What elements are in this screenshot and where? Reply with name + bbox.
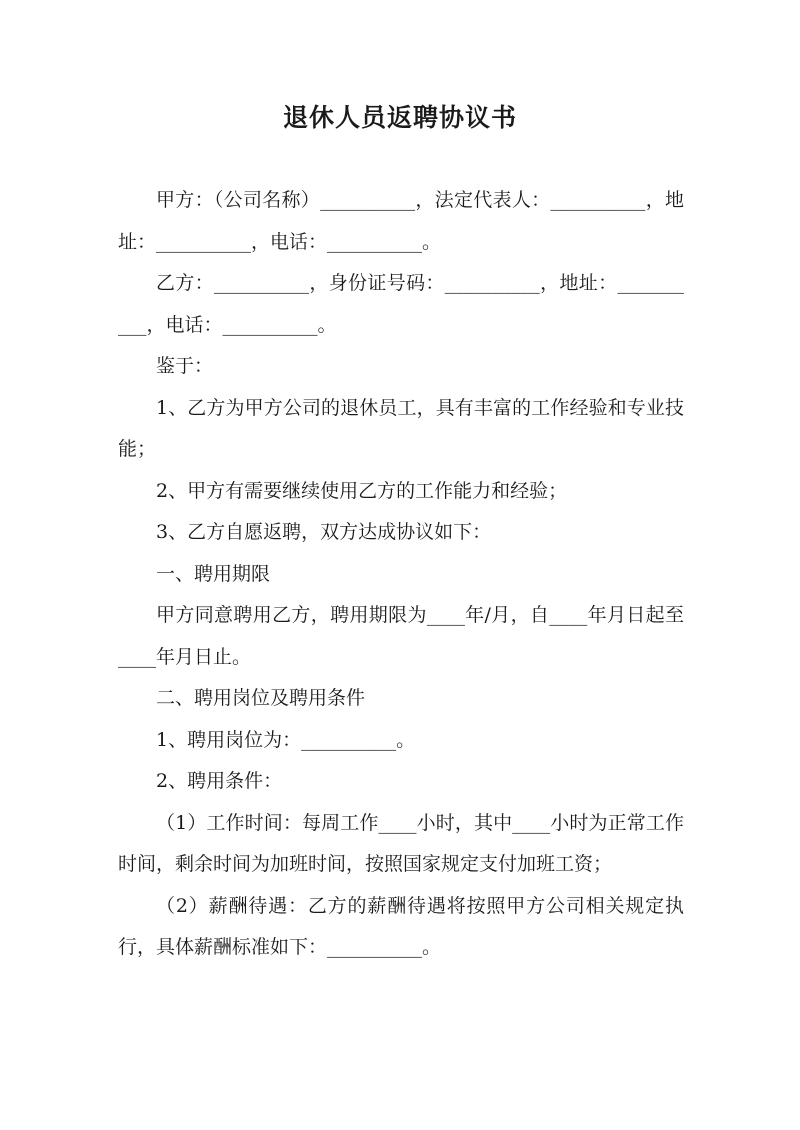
- section-heading-term: 一、聘用期限: [156, 562, 271, 585]
- term-paragraph: 甲方同意聘用乙方，聘用期限为____年/月，自____年月日起至____年月日止。: [118, 604, 684, 668]
- whereas-item-3: 3、乙方自愿返聘，双方达成协议如下：: [156, 521, 492, 543]
- document-title: 退休人员返聘协议书: [282, 103, 517, 132]
- salary-paragraph: （2）薪酬待遇：乙方的薪酬待遇将按照甲方公司相关规定执行，具体薪酬标准如下：__________。: [118, 894, 684, 958]
- whereas-item-2: 2、甲方有需要继续使用乙方的工作能力和经验；: [156, 479, 568, 502]
- document-body: [118, 180, 684, 969]
- working-hours-paragraph: （1）工作时间：每周工作____小时，其中____小时为正常工作时间，剩余时间为加班时间，按照国家规定支付加班工资；: [118, 811, 684, 875]
- party-b-paragraph: 乙方：__________，身份证号码：__________，地址：__________，电话：__________。: [118, 272, 684, 336]
- party-a-paragraph: 甲方：（公司名称）__________，法定代表人：__________，地址：__________，电话：__________。: [118, 189, 684, 253]
- position-item-1: 1、聘用岗位为：__________。: [156, 728, 416, 751]
- section-heading-position: 二、聘用岗位及聘用条件: [156, 687, 366, 709]
- whereas-item-1: 1、乙方为甲方公司的退休员工，具有丰富的工作经验和专业技能；: [118, 396, 684, 460]
- position-item-2: 2、聘用条件：: [156, 770, 283, 792]
- whereas-heading: 鉴于：: [156, 355, 214, 377]
